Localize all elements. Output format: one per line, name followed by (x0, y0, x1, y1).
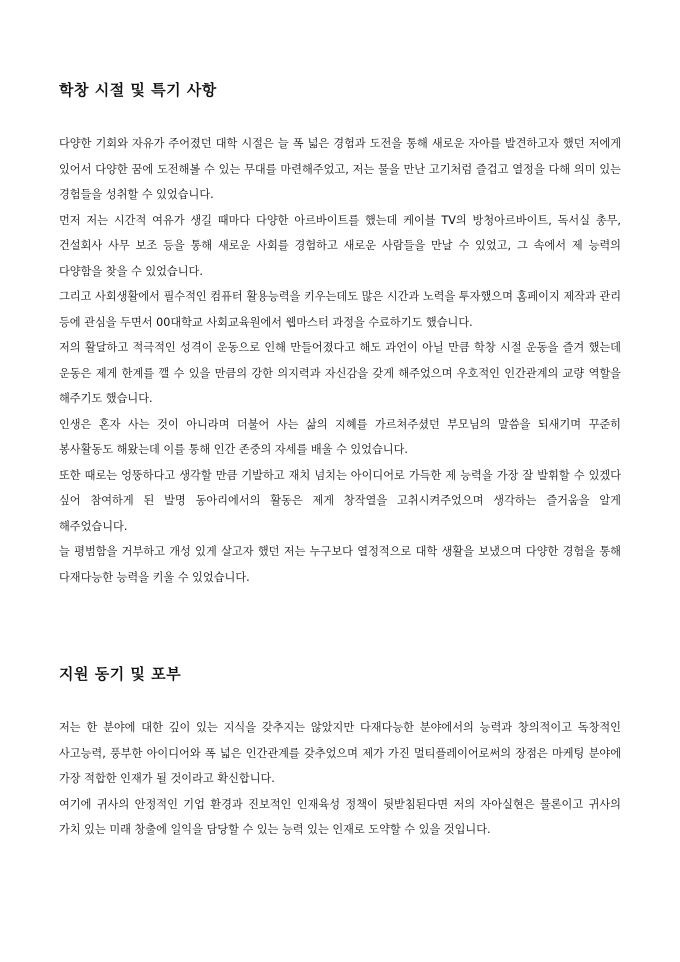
section-title-motivation: 지원 동기 및 포부 (59, 665, 182, 683)
paragraph: 그리고 사회생활에서 필수적인 컴퓨터 활용능력을 키우는데도 많은 시간과 노력을 투자했으며 홈페이지 제작과 관리 등에 관심을 두면서 00대학교 사회교육원에서 웹마스터 과정을 수료하기도 했습니다. (59, 290, 621, 329)
section-body-school-life (59, 131, 621, 590)
section-body-motivation (59, 715, 621, 843)
paragraph: 인생은 혼자 사는 것이 아니라며 더불어 사는 삶의 지혜를 가르쳐주셨던 부모님의 말씀을 되새기며 꾸준히 봉사활동도 해왔는데 이를 통해 인간 존중의 자세를 배울 수 있었습니다. (59, 417, 621, 456)
paragraph: 저는 한 분야에 대한 깊이 있는 지식을 갖추지는 않았지만 다재다능한 분야에서의 능력과 창의적이고 독창적인 사고능력, 풍부한 아이디어와 폭 넓은 인간관계를 갖추었으며 제가 가진 멀티플레이어로써의 장점은 마케팅 분야에 가장 적합한 인재가 될 것이라고 확신합니다. (59, 721, 621, 785)
paragraph: 먼저 저는 시간적 여유가 생길 때마다 다양한 아르바이트를 했는데 케이블 TV의 방청아르바이트, 독서실 총무, 건설회사 사무 보조 등을 통해 새로운 사회를 경험하고 새로운 사람들을 만날 수 있었고, 그 속에서 제 능력의 다양함을 찾을 수 있었습니다. (59, 213, 621, 278)
paragraph: 저의 활달하고 적극적인 성격이 운동으로 인해 만들어졌다고 해도 과언이 아닐 만큼 학창 시절 운동을 즐겨 했는데 운동은 제게 한계를 깰 수 있을 만큼의 강한 의지력과 자신감을 갖게 해주었으며 우호적인 인간관계의 교량 역할을 해주기도 했습니다. (59, 341, 621, 405)
paragraph: 다양한 기회와 자유가 주어졌던 대학 시절은 늘 폭 넓은 경험과 도전을 통해 새로운 자아를 발견하고자 했던 저에게 있어서 다양한 꿈에 도전해볼 수 있는 무대를 마련해주었고, 저는 물을 만난 고기처럼 즐겁고 열정을 다해 의미 있는 경험들을 성취할 수 있었습니다. (59, 137, 621, 201)
paragraph: 또한 때로는 엉뚱하다고 생각할 만큼 기발하고 재치 넘치는 아이디어로 가득한 제 능력을 가장 잘 발휘할 수 있겠다 싶어 참여하게 된 발명 동아리에서의 활동은 제게 창작열을 고취시켜주었으며 생각하는 즐거움을 알게 해주었습니다. (59, 468, 621, 533)
paragraph: 여기에 귀사의 안정적인 기업 환경과 진보적인 인재육성 정책이 뒷받침된다면 저의 자아실현은 물론이고 귀사의 가치 있는 미래 창출에 일익을 담당할 수 있는 능력 있는 인재로 도약할 수 있을 것입니다. (59, 797, 621, 836)
section-title-school-life: 학창 시절 및 특기 사항 (59, 81, 217, 99)
paragraph: 늘 평범함을 거부하고 개성 있게 살고자 했던 저는 누구보다 열정적으로 대학 생활을 보냈으며 다양한 경험을 통해 다재다능한 능력을 키울 수 있었습니다. (59, 545, 621, 584)
